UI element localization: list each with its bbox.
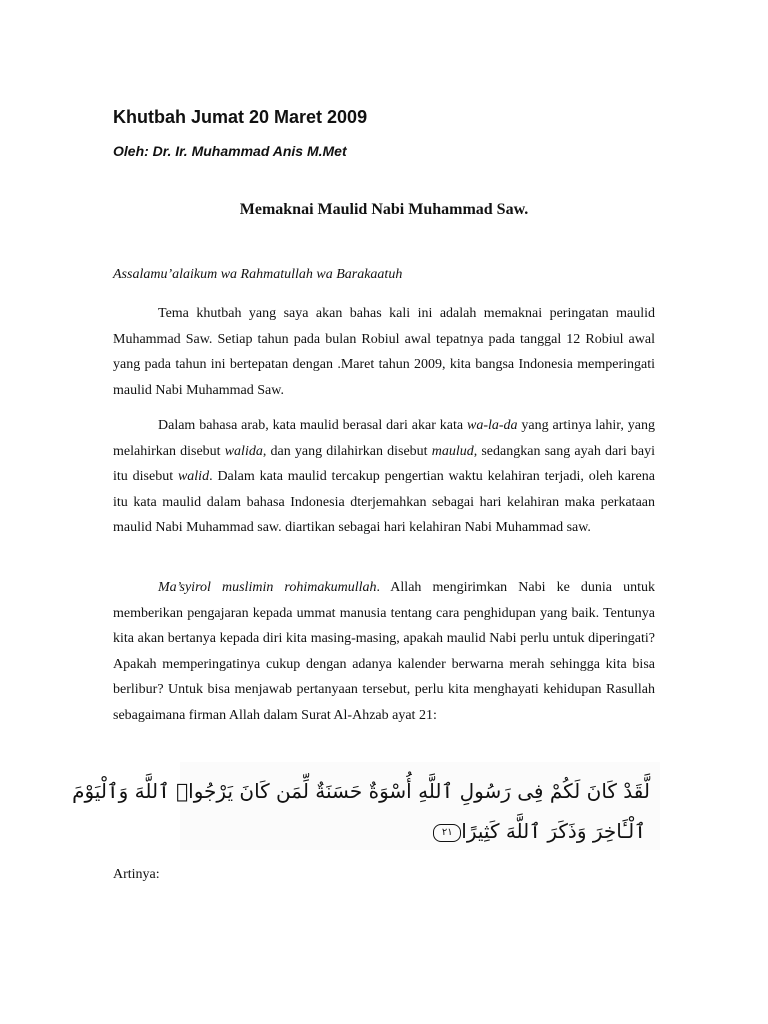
section-title: Memaknai Maulid Nabi Muhammad Saw. xyxy=(239,201,529,218)
author-line: Oleh: Dr. Ir. Muhammad Anis M.Met xyxy=(113,143,347,159)
paragraph-2-segment: Dalam bahasa arab, kata maulid berasal dari akar kata xyxy=(158,418,467,433)
paragraph-2-term: wa-la-da xyxy=(466,418,518,433)
paragraph-2-term: maulud xyxy=(431,443,474,459)
paragraph-3 xyxy=(113,575,655,729)
verse-number-marker: ٢١ xyxy=(433,824,461,842)
verse-line-1: لَّقَدْ كَانَ لَكُمْ فِى رَسُولِ ٱللَّهِ أُسْوَةٌ حَسَنَةٌ لِّمَن كَانَ يَرْجُوا۟ ٱللَّهَ وَٱلْيَوْمَ xyxy=(72,779,650,803)
paragraph-2-segment: , sedangkan sang ayah dari bayi itu disebut xyxy=(113,443,655,485)
paragraph-3-term: Ma’syirol muslimin rohimakumullah xyxy=(158,580,377,595)
document-title: Khutbah Jumat 20 Maret 2009 xyxy=(113,107,368,127)
paragraph-2-term: walid xyxy=(177,469,210,485)
paragraph-2-segment: yang artinya lahir, yang melahirkan disebut xyxy=(113,418,655,459)
translation-label: Artinya: xyxy=(113,867,160,882)
paragraph-2-segment: , dan yang dilahirkan disebut xyxy=(262,443,432,459)
paragraph-2 xyxy=(113,413,655,541)
paragraph-1 xyxy=(113,301,655,403)
greeting: Assalamu’alaikum wa Rahmatullah wa Barakaatuh xyxy=(113,267,403,282)
verse-line-2-text: ٱلْـَٔاخِرَ وَذَكَرَ ٱللَّهَ كَثِيرًا xyxy=(461,819,646,843)
paragraph-1-text: Tema khutbah yang saya akan bahas kali ini adalah memaknai peringatan maulid Muhammad Saw. Setiap tahun pada bulan Robiul awal tepatnya pada tanggal 12 Robiul awal yang pada tahun ini bertepatan dengan .Maret tahun 2009, kita bangsa Indonesia memperingati maulid Nabi Muhammad Saw. xyxy=(113,306,655,398)
paragraph-2-term: walida xyxy=(224,443,263,459)
quran-verse-image xyxy=(72,762,660,850)
paragraph-2-segment: . Dalam kata maulid tercakup pengertian waktu kelahiran terjadi, oleh karena itu kata maulid dalam bahasa Indonesia dterjemahkan sebagai hari kelahiran maka perkataan maulid Nabi Muhammad saw. diartikan sebagai hari kelahiran Nabi Muhammad saw. xyxy=(113,469,655,536)
verse-line-2 xyxy=(427,818,646,844)
paragraph-3-segment: . Allah mengirimkan Nabi ke dunia untuk memberikan pengajaran kepada ummat manusia tentang cara penghidupan yang baik. Tentunya kita akan bertanya kepada diri kita masing-masing, apakah maulid Nabi perlu untuk diperingati? Apakah memperingatinya cukup dengan adanya kalender berwarna merah sehingga kita bisa berlibur? Untuk bisa menjawab pertanyaan tersebut, perlu kita menghayati kehidupan Rasullah sebagaimana firman Allah dalam Surat Al-Ahzab ayat 21: xyxy=(113,580,655,723)
